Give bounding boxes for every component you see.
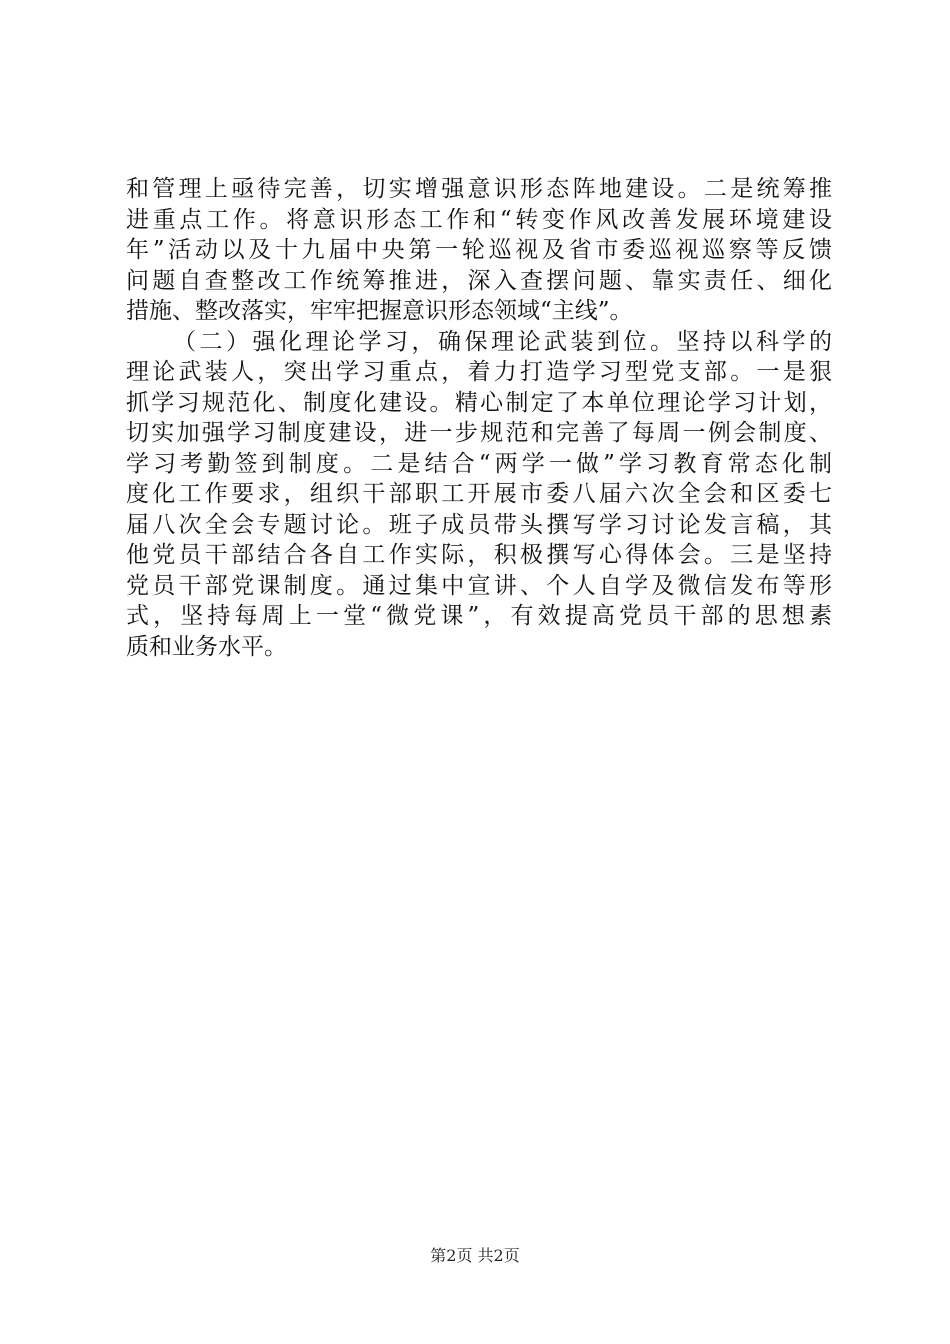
page-footer: 第2页 共2页: [430, 1246, 520, 1265]
text-line: 党员干部党课制度。通过集中宣讲、个人自学及微信发布等形: [126, 572, 832, 599]
text-line: 式，坚持每周上一堂“微党课”，有效提高党员干部的思想素: [126, 603, 832, 629]
text-line: 措施、整改落实，牢牢把握意识形态领域“主线”。: [126, 298, 633, 324]
text-line: 年”活动以及十九届中央第一轮巡视及省市委巡视巡察等反馈: [126, 237, 832, 263]
text-line: 届八次全会专题讨论。班子成员带头撰写学习讨论发言稿，其: [126, 511, 832, 538]
text-line: 学习考勤签到制度。二是结合“两学一做”学习教育常态化制: [126, 450, 832, 477]
text-line: 进重点工作。将意识形态工作和“转变作风改善发展环境建设: [126, 206, 832, 233]
text-line: 问题自查整改工作统筹推进，深入查摆问题、靠实责任、细化: [126, 267, 832, 294]
text-line: 切实加强学习制度建设，进一步规范和完善了每周一例会制度、: [126, 420, 832, 446]
paragraph-heading-line: （二）强化理论学习，确保理论武装到位。坚持以科学的: [173, 328, 832, 355]
text-line: 质和业务水平。: [126, 633, 287, 660]
text-line: 度化工作要求，组织干部职工开展市委八届六次全会和区委七: [126, 481, 832, 507]
text-line: 和管理上亟待完善，切实增强意识形态阵地建设。二是统筹推: [126, 176, 832, 202]
text-line: 他党员干部结合各自工作实际，积极撰写心得体会。三是坚持: [126, 542, 832, 568]
text-line: 理论武装人，突出学习重点，着力打造学习型党支部。一是狠: [126, 359, 832, 385]
body-text: [126, 174, 832, 662]
text-line: 抓学习规范化、制度化建设。精心制定了本单位理论学习计划，: [126, 389, 832, 416]
